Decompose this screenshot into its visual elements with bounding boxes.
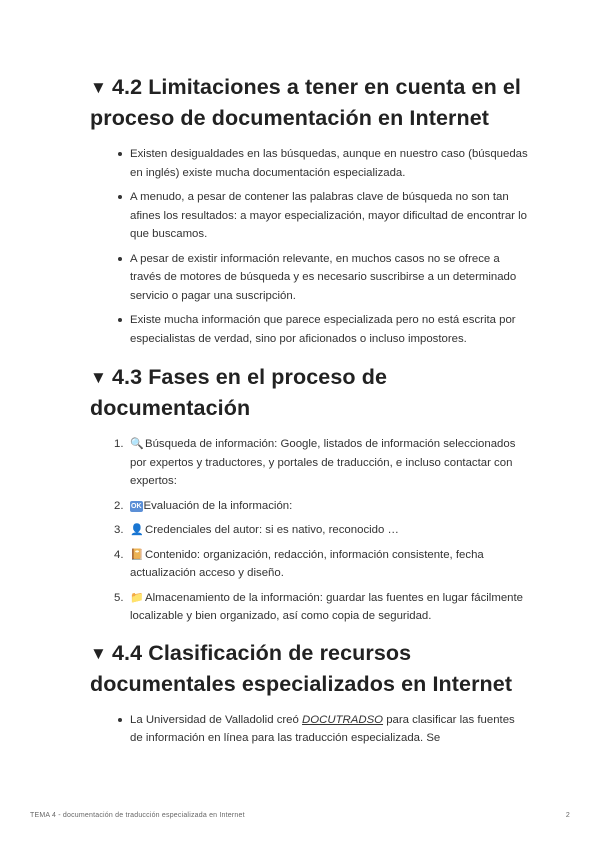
section-heading-4-4[interactable] (90, 638, 530, 699)
item-text: Evaluación de la información: (143, 499, 293, 512)
list-item: A pesar de existir información relevante, en muchos casos no se ofrece a través de motores de búsqueda y es necesario suscribirse a un determinado servicio o pagar una suscripción. (90, 250, 530, 306)
collapse-triangle-icon[interactable]: ▼ (90, 643, 107, 663)
collapse-triangle-icon[interactable]: ▼ (90, 78, 107, 97)
item-text: Contenido: organización, redacción, información consistente, fecha actualización acceso y diseño. (130, 548, 484, 579)
notebook-icon: 📔 (130, 548, 144, 561)
list-item (90, 497, 530, 516)
item-number: 1. (114, 438, 124, 450)
list-item (90, 711, 530, 748)
page-number: 2 (565, 812, 570, 819)
section-heading-4-3[interactable] (90, 362, 530, 423)
item-text: La Universidad de Valladolid creó (130, 713, 303, 726)
list-item (90, 589, 530, 626)
page-footer (30, 812, 570, 819)
item-number: 3. (114, 524, 124, 536)
docutradso-link[interactable]: DOCUTRADSO (302, 713, 384, 726)
phases-list (90, 435, 530, 626)
page-content (90, 72, 530, 754)
item-text: Credenciales del autor: si es nativo, reconocido … (145, 524, 399, 536)
list-item (90, 435, 530, 491)
list-item (90, 546, 530, 583)
list-item: Existen desigualdades en las búsquedas, aunque en nuestro caso (búsquedas en inglés) existe mucha documentación especializada. (90, 145, 530, 182)
footer-title: TEMA 4 - documentación de traducción especializada en Internet (30, 812, 245, 819)
list-item: A menudo, a pesar de contener las palabras clave de búsqueda no son tan afines los resultados: a mayor especialización, mayor dificultad de encontrar lo que buscamos. (90, 188, 530, 244)
item-number: 2. (114, 499, 124, 512)
heading-text: 4.3 Fases en el proceso de documentación (90, 365, 388, 420)
person-icon: 👤 (130, 524, 144, 536)
resources-list (90, 711, 530, 748)
heading-text: 4.2 Limitaciones a tener en cuenta en el proceso de documentación en Internet (90, 75, 522, 130)
list-item (90, 521, 530, 540)
item-text: Búsqueda de información: Google, listados de información seleccionados por expertos y traductores, y portales de traducción, e incluso contactar con expertos: (130, 438, 516, 487)
item-number: 5. (114, 591, 124, 604)
ok-button-icon: OK (131, 502, 142, 510)
section-heading-4-2[interactable] (90, 72, 530, 133)
heading-text: 4.4 Clasificación de recursos documentales especializados en Internet (90, 640, 513, 696)
item-text: Almacenamiento de la información: guardar las fuentes en lugar fácilmente localizable y bien organizado, así como copia de seguridad. (130, 591, 523, 622)
list-item: Existe mucha información que parece especializada pero no está escrita por especialistas de verdad, sino por aficionados o incluso impostores. (90, 311, 530, 348)
collapse-triangle-icon[interactable]: ▼ (90, 368, 107, 387)
item-number: 4. (114, 548, 124, 561)
limitations-list (90, 145, 530, 348)
magnifier-icon: 🔍 (130, 438, 144, 450)
item-text: para clasificar las fuentes de información en línea para las traducción especializada. Se (130, 713, 515, 744)
folder-icon: 📁 (130, 591, 144, 604)
